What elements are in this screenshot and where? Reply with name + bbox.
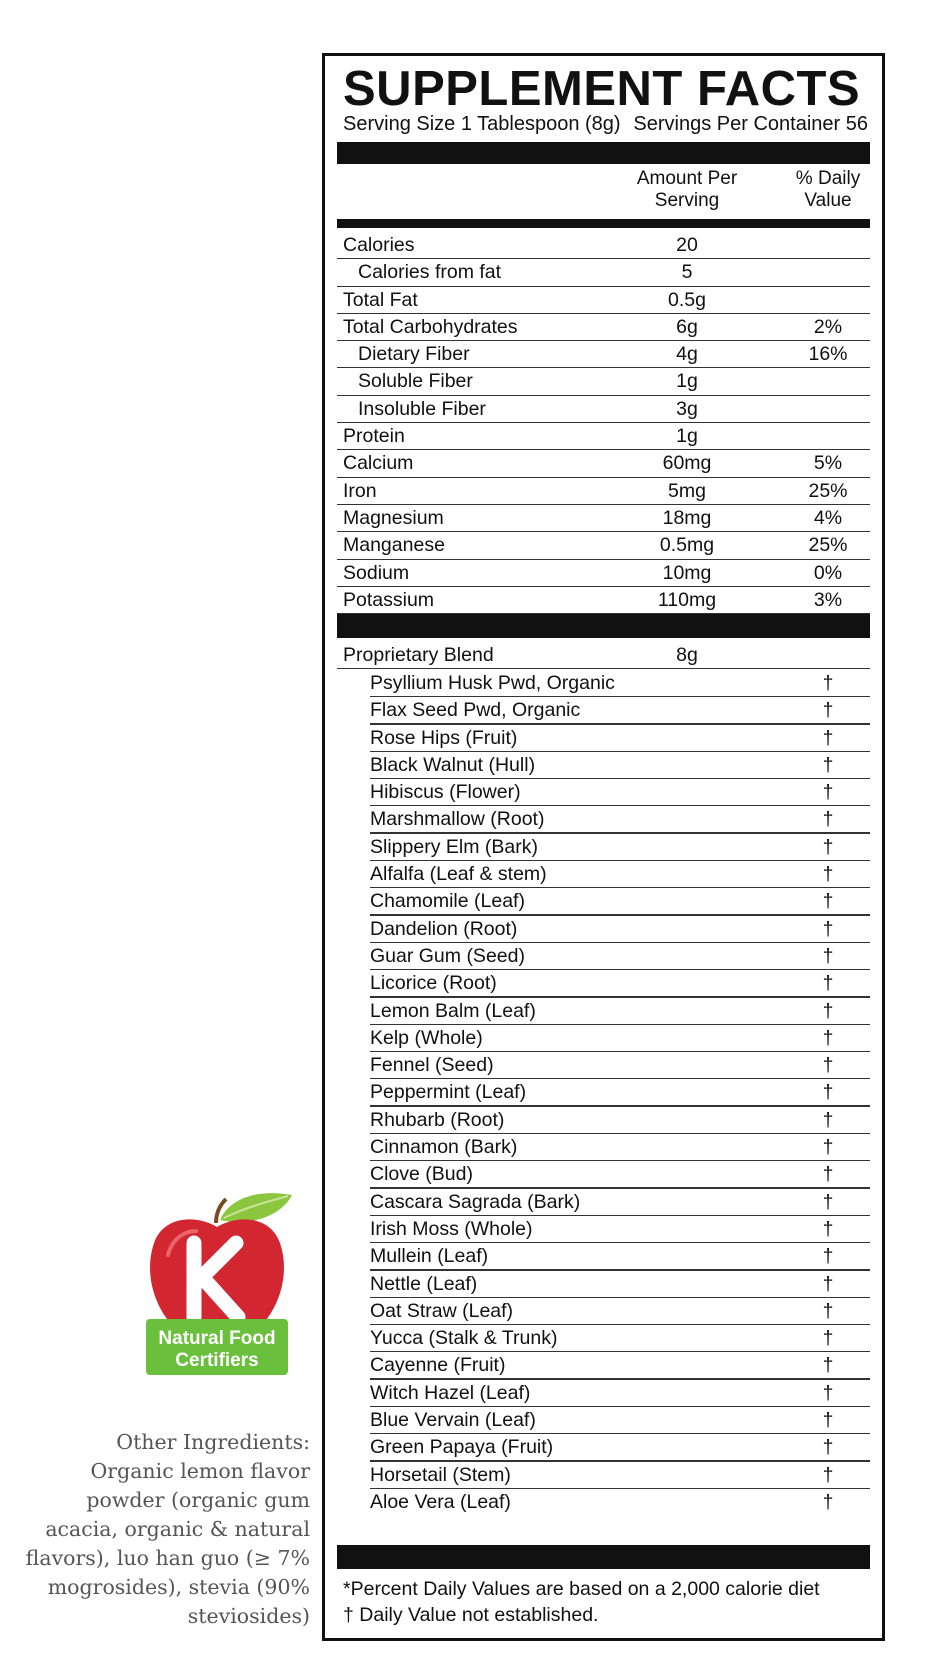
dv-header-line: % Daily bbox=[795, 168, 861, 189]
logo-line-1: Natural Food bbox=[158, 1328, 276, 1349]
nutrient-name: Insoluble Fiber bbox=[358, 397, 486, 420]
table-row bbox=[337, 423, 870, 450]
dagger-mark: † bbox=[822, 917, 834, 940]
blend-ingredient-name: Slippery Elm (Bark) bbox=[370, 835, 538, 858]
dagger-mark: † bbox=[822, 863, 834, 886]
dagger-mark: † bbox=[822, 1245, 834, 1268]
blend-ingredient-name: Hibiscus (Flower) bbox=[370, 781, 521, 804]
blend-ingredient-name: Cinnamon (Bark) bbox=[370, 1136, 518, 1159]
nutrient-amount: 10mg bbox=[662, 561, 712, 584]
nutrient-name: Dietary Fiber bbox=[358, 343, 470, 366]
thick-divider bbox=[337, 142, 870, 164]
dagger-mark: † bbox=[822, 781, 834, 804]
nutrient-amount: 1g bbox=[676, 370, 698, 393]
other-ingredients-line: mogrosides), stevia (90% bbox=[47, 1575, 310, 1599]
blend-ingredient-name: Rose Hips (Fruit) bbox=[370, 726, 518, 749]
other-ingredients-line: Other Ingredients: bbox=[116, 1430, 310, 1454]
blend-ingredient-name: Licorice (Root) bbox=[370, 972, 497, 995]
list-item bbox=[337, 943, 870, 970]
dagger-mark: † bbox=[822, 1163, 834, 1186]
blend-ingredient-name: Peppermint (Leaf) bbox=[370, 1081, 527, 1104]
table-row bbox=[337, 505, 870, 532]
serving-size: Serving Size 1 Tablespoon (8g) bbox=[343, 113, 621, 135]
nutrient-name: Total Fat bbox=[343, 288, 418, 311]
nutrient-name: Soluble Fiber bbox=[358, 370, 473, 393]
list-item bbox=[337, 1380, 870, 1407]
dagger-mark: † bbox=[822, 999, 834, 1022]
dv-header-line: Value bbox=[804, 190, 852, 211]
blend-ingredient-name: Aloe Vera (Leaf) bbox=[370, 1490, 511, 1513]
table-row bbox=[337, 232, 870, 259]
other-ingredients-line: steviosides) bbox=[187, 1604, 310, 1628]
dagger-mark: † bbox=[822, 699, 834, 722]
dagger-mark: † bbox=[822, 1108, 834, 1131]
nutrient-daily-value: 4% bbox=[813, 506, 843, 529]
blend-ingredient-name: Black Walnut (Hull) bbox=[370, 753, 536, 776]
dagger-mark: † bbox=[822, 1381, 834, 1404]
other-ingredients-line: powder (organic gum bbox=[86, 1488, 310, 1512]
other-ingredients bbox=[8, 1428, 310, 1631]
nutrient-name: Calories from fat bbox=[358, 261, 502, 284]
blend-ingredient-name: Kelp (Whole) bbox=[370, 1026, 483, 1049]
nutrient-amount: 6g bbox=[676, 315, 698, 338]
table-row bbox=[337, 368, 870, 395]
list-item bbox=[337, 834, 870, 861]
dagger-mark: † bbox=[822, 1409, 834, 1432]
table-row bbox=[337, 341, 870, 368]
blend-amount: 8g bbox=[676, 644, 698, 666]
blend-ingredient-name: Clove (Bud) bbox=[370, 1163, 473, 1186]
dagger-mark: † bbox=[822, 753, 834, 776]
blend-ingredient-name: Cayenne (Fruit) bbox=[370, 1354, 506, 1377]
nutrient-amount: 0.5mg bbox=[659, 534, 715, 557]
thick-divider bbox=[337, 1545, 870, 1569]
dagger-mark: † bbox=[822, 808, 834, 831]
nutrient-daily-value: 3% bbox=[813, 588, 843, 611]
nutrient-name: Iron bbox=[343, 479, 377, 502]
nutrient-amount: 20 bbox=[676, 234, 698, 256]
nutrient-amount: 60mg bbox=[662, 452, 712, 475]
blend-ingredient-name: Irish Moss (Whole) bbox=[370, 1217, 533, 1240]
table-row bbox=[337, 450, 870, 477]
nutrient-amount: 3g bbox=[676, 397, 698, 420]
list-item bbox=[337, 1243, 870, 1270]
nutrient-name: Calories bbox=[343, 234, 415, 256]
list-item bbox=[337, 1352, 870, 1379]
list-item bbox=[337, 1134, 870, 1161]
blend-ingredient-name: Witch Hazel (Leaf) bbox=[370, 1381, 531, 1404]
dagger-mark: † bbox=[822, 1054, 834, 1077]
dagger-mark: † bbox=[822, 1272, 834, 1295]
dagger-mark: † bbox=[822, 726, 834, 749]
thick-divider bbox=[337, 614, 870, 638]
other-ingredients-line: Organic lemon flavor bbox=[90, 1459, 310, 1483]
table-row bbox=[337, 587, 870, 614]
footnote-dagger: † Daily Value not established. bbox=[343, 1604, 599, 1626]
list-item bbox=[337, 1161, 870, 1188]
list-item bbox=[337, 888, 870, 915]
list-item bbox=[337, 998, 870, 1025]
blend-ingredient-name: Oat Straw (Leaf) bbox=[370, 1299, 514, 1322]
dagger-mark: † bbox=[822, 1327, 834, 1350]
nutrient-daily-value: 25% bbox=[808, 479, 848, 502]
nutrient-amount: 110mg bbox=[657, 588, 717, 611]
dagger-mark: † bbox=[822, 1463, 834, 1486]
servings-per-container: Servings Per Container 56 bbox=[633, 113, 868, 135]
list-item bbox=[337, 1079, 870, 1106]
list-item bbox=[337, 1025, 870, 1052]
blend-ingredient-name: Yucca (Stalk & Trunk) bbox=[370, 1327, 558, 1350]
dagger-mark: † bbox=[822, 1299, 834, 1322]
blend-ingredient-name: Cascara Sagrada (Bark) bbox=[370, 1190, 581, 1213]
blend-ingredient-name: Guar Gum (Seed) bbox=[370, 944, 525, 967]
blend-ingredient-name: Blue Vervain (Leaf) bbox=[370, 1409, 536, 1432]
nutrient-table bbox=[337, 232, 870, 614]
blend-name: Proprietary Blend bbox=[343, 644, 494, 666]
nutrient-name: Calcium bbox=[343, 452, 414, 475]
list-item bbox=[337, 1489, 870, 1516]
daily-value-header bbox=[778, 168, 878, 216]
blend-ingredient-name: Lemon Balm (Leaf) bbox=[370, 999, 536, 1022]
table-row bbox=[337, 259, 870, 286]
other-ingredients-line: acacia, organic & natural bbox=[45, 1517, 310, 1541]
dagger-mark: † bbox=[822, 1026, 834, 1049]
nutrient-amount: 5 bbox=[681, 261, 693, 284]
nutrient-amount: 1g bbox=[676, 425, 698, 448]
table-row bbox=[337, 532, 870, 559]
list-item bbox=[337, 1325, 870, 1352]
table-row bbox=[337, 287, 870, 314]
list-item bbox=[337, 1462, 870, 1489]
table-row bbox=[337, 396, 870, 423]
list-item bbox=[337, 752, 870, 779]
blend-ingredient-name: Fennel (Seed) bbox=[370, 1054, 494, 1077]
nutrient-amount: 4g bbox=[676, 343, 698, 366]
list-item bbox=[337, 779, 870, 806]
list-item bbox=[337, 697, 870, 724]
blend-ingredient-name: Psyllium Husk Pwd, Organic bbox=[370, 672, 615, 694]
label-title: SUPPLEMENT FACTS bbox=[343, 62, 861, 116]
list-item bbox=[337, 806, 870, 833]
dagger-mark: † bbox=[822, 1436, 834, 1459]
list-item bbox=[337, 1107, 870, 1134]
dagger-mark: † bbox=[822, 1081, 834, 1104]
table-row bbox=[337, 314, 870, 341]
dagger-mark: † bbox=[822, 1136, 834, 1159]
footnote-daily-values: *Percent Daily Values are based on a 2,000 calorie diet bbox=[343, 1578, 820, 1600]
other-ingredients-line: flavors), luo han guo (≥ 7% bbox=[25, 1546, 310, 1570]
list-item bbox=[337, 1271, 870, 1298]
nutrient-name: Total Carbohydrates bbox=[343, 315, 518, 338]
nutrient-daily-value: 2% bbox=[813, 315, 843, 338]
dagger-mark: † bbox=[822, 672, 834, 694]
list-item bbox=[337, 1052, 870, 1079]
nutrient-name: Potassium bbox=[343, 588, 435, 611]
table-row bbox=[337, 642, 870, 669]
nutrient-amount: 18mg bbox=[662, 506, 712, 529]
nutrient-daily-value: 5% bbox=[813, 452, 843, 475]
serving-info bbox=[343, 111, 868, 137]
blend-ingredient-name: Dandelion (Root) bbox=[370, 917, 518, 940]
nutrient-name: Protein bbox=[343, 425, 405, 448]
dagger-mark: † bbox=[822, 1217, 834, 1240]
amount-per-serving-header bbox=[622, 168, 752, 216]
list-item bbox=[337, 1407, 870, 1434]
nutrient-daily-value: 25% bbox=[808, 534, 848, 557]
dagger-mark: † bbox=[822, 944, 834, 967]
table-row bbox=[337, 478, 870, 505]
natural-food-certifiers-logo bbox=[142, 1185, 292, 1375]
blend-ingredient-name: Horsetail (Stem) bbox=[370, 1463, 511, 1486]
dagger-mark: † bbox=[822, 890, 834, 913]
nutrient-name: Magnesium bbox=[343, 506, 444, 529]
dagger-mark: † bbox=[822, 972, 834, 995]
nutrient-name: Manganese bbox=[343, 534, 445, 557]
nutrient-amount: 0.5g bbox=[668, 288, 706, 311]
list-item bbox=[337, 1298, 870, 1325]
list-item bbox=[337, 1216, 870, 1243]
nutrient-name: Sodium bbox=[343, 561, 410, 584]
dagger-mark: † bbox=[822, 1354, 834, 1377]
nutrient-daily-value: 16% bbox=[808, 343, 848, 366]
blend-ingredient-name: Chamomile (Leaf) bbox=[370, 890, 525, 913]
logo-line-2: Certifiers bbox=[175, 1350, 259, 1371]
blend-ingredient-name: Green Papaya (Fruit) bbox=[370, 1436, 554, 1459]
supplement-facts-panel bbox=[322, 53, 885, 1641]
list-item bbox=[337, 1434, 870, 1461]
list-item bbox=[337, 970, 870, 997]
footnotes bbox=[343, 1576, 866, 1628]
table-row bbox=[337, 560, 870, 587]
list-item bbox=[337, 725, 870, 752]
amount-header-line: Amount Per bbox=[636, 168, 738, 189]
blend-ingredient-name: Flax Seed Pwd, Organic bbox=[370, 699, 581, 722]
medium-divider bbox=[337, 219, 870, 228]
blend-ingredient-list bbox=[337, 670, 870, 1516]
list-item bbox=[337, 861, 870, 888]
list-item bbox=[337, 670, 870, 697]
proprietary-blend-header bbox=[337, 642, 870, 669]
dagger-mark: † bbox=[822, 835, 834, 858]
blend-ingredient-name: Rhubarb (Root) bbox=[370, 1108, 505, 1131]
blend-ingredient-name: Nettle (Leaf) bbox=[370, 1272, 478, 1295]
blend-ingredient-name: Marshmallow (Root) bbox=[370, 808, 545, 831]
nutrient-daily-value: 0% bbox=[813, 561, 843, 584]
list-item bbox=[337, 916, 870, 943]
blend-ingredient-name: Alfalfa (Leaf & stem) bbox=[370, 863, 547, 886]
nutrient-amount: 5mg bbox=[668, 479, 706, 502]
dagger-mark: † bbox=[822, 1490, 834, 1513]
amount-header-line: Serving bbox=[654, 190, 720, 211]
dagger-mark: † bbox=[822, 1190, 834, 1213]
blend-ingredient-name: Mullein (Leaf) bbox=[370, 1245, 489, 1268]
list-item bbox=[337, 1189, 870, 1216]
